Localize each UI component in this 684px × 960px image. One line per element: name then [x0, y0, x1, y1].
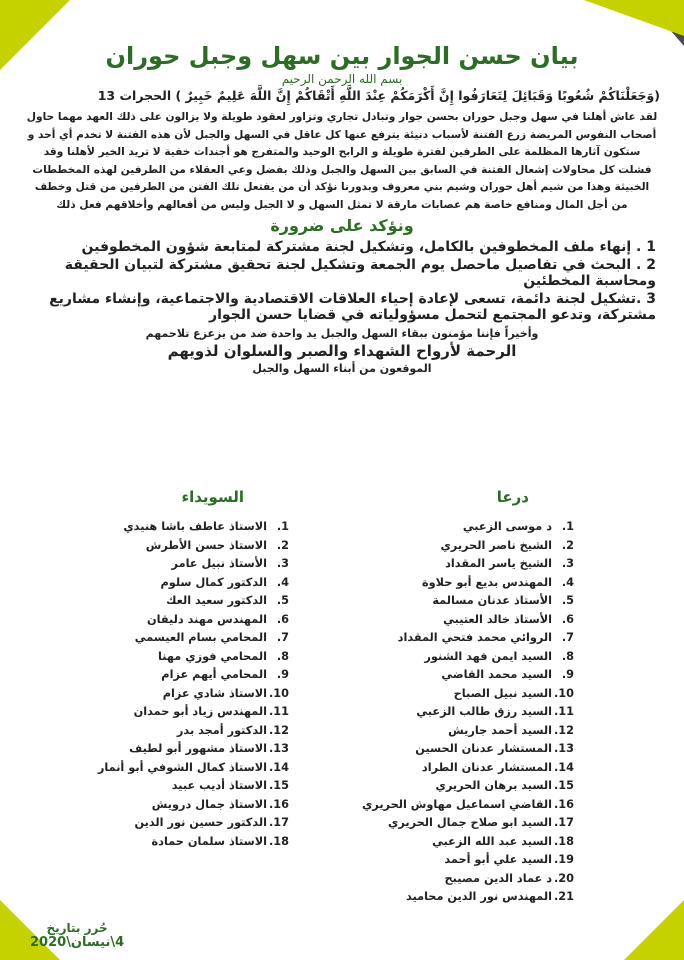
signatory-name: الدكتور كمال سلوم — [160, 575, 267, 589]
signatory-name: السيد علي أبو أحمد — [444, 853, 552, 866]
emphasis-heading: ونؤكد على ضرورة — [270, 216, 414, 235]
signatory-item — [361, 796, 574, 815]
signatory-item — [374, 574, 574, 593]
signatory-number: 6. — [276, 612, 289, 626]
signatory-number: 12. — [268, 723, 289, 737]
signatory-item — [59, 759, 289, 778]
signatory-name: المهندس مهند دليقان — [147, 612, 267, 626]
signatory-item — [374, 888, 574, 907]
demand-item: 2 . البحث في تفاصيل ماحصل يوم الجمعة وتشكيل لجنة تحقيق مشتركة لتبيان الحقيقة ومحاسبة المخطئين — [64, 257, 656, 289]
signatory-name: الأستاذ عدنان مسالمة — [432, 594, 552, 607]
signatory-name: الأستاذ نبيل عامر — [171, 557, 267, 570]
demands-list — [28, 239, 656, 323]
daraa-list — [361, 518, 574, 907]
signatory-item — [59, 703, 289, 722]
signatory-item — [59, 666, 289, 685]
signatory-number: 1. — [276, 520, 289, 533]
page-title: بيان حسن الجوار بين سهل وجبل حوران — [105, 42, 579, 70]
signatory-number: 3. — [276, 557, 289, 570]
signatory-number: 6. — [561, 612, 574, 626]
daraa-heading: درعا — [496, 488, 529, 506]
signatory-number: 16. — [268, 797, 289, 811]
signatory-item — [374, 648, 574, 667]
signatory-name: المحامي أيهم عزام — [161, 668, 267, 681]
signatories-intro: الموقعون من أبناء السهل والجبل — [252, 362, 432, 375]
signatory-number: 18. — [553, 834, 574, 848]
signatory-number: 4. — [276, 575, 289, 589]
signatory-name: السيد ايمن فهد الشنور — [424, 649, 552, 663]
signatory-item — [374, 814, 574, 833]
signatory-number: 20. — [553, 871, 574, 885]
signatory-item — [374, 666, 574, 685]
signatory-number: 7. — [276, 631, 289, 644]
statement-paragraph: لقد عاش أهلنا في سهل وجبل حوران بحسن جوار وتبادل تجاري وتزاور لعقود طويلة ولا يزالون على ذلك العهد مهما حاول أصحاب النفوس المريضة زرع الفتنة لأسباب دنيئة يترفع عنها كل عاقل في السهل والجبل لأن هذه الفتنة لا تخدم أي أحد و ستكون آثارها المظلمة على الطرفين لفترة طويلة و الرابح الوحيد والمتفرج هو أجندات خفية لا تريد الخير لأهلنا وقد فشلت كل محاولات إشعال الفتنة في السابق بين السهل والجبل وذلك بفضل وعي العقلاء من الطرفين لهذه المخططات الخبيثة وهذا من شيم أهل حوران وشيم بني معروف وبدورنا نؤكد أن من يفتعل تلك الفتن من الطرفين من قتل وخطف من أجل المال ومنافع خاصة هم عصابات مارقة لا تمثل السهل و لا الجبل وليس من أفعالهم وأخلاقهم فعل ذلك — [26, 111, 658, 211]
basmala: بسم الله الرحمن الرحيم — [281, 72, 403, 86]
signatory-item — [59, 555, 289, 574]
signatory-name: المحامي بسام العيسمي — [134, 631, 267, 644]
signatory-number: 2. — [276, 538, 289, 552]
signatory-name: د عماد الدين مصيبح — [444, 871, 552, 885]
signatory-item — [59, 685, 289, 704]
signatory-name: الاستاذ أديب عبيد — [171, 779, 267, 792]
statement-content — [22, 36, 662, 375]
signatory-name: السيد ابو صلاح جمال الحريري — [388, 816, 552, 829]
signatory-number: 2. — [561, 538, 574, 552]
signatory-name: المهندس زياد أبو حمدان — [133, 705, 267, 718]
signatory-item — [374, 629, 574, 648]
signatory-name: المهندس نور الدين محاميد — [405, 890, 552, 903]
signatory-number: 1. — [561, 520, 574, 533]
signatory-name: المستشار عدنان الحسين — [415, 742, 552, 755]
signatory-number: 12. — [553, 723, 574, 737]
signatory-number: 9. — [561, 668, 574, 681]
signatory-number: 15. — [268, 779, 289, 792]
signatory-name: القاضي اسماعيل مهاوش الحريري — [361, 797, 552, 811]
signatory-name: السيد نبيل الصباح — [453, 686, 552, 700]
signatory-name: السيد أحمد جاريش — [448, 723, 552, 737]
signatory-name: المحامي فوزي مهنا — [157, 649, 267, 663]
signatory-name: الاستاذ شادي عزام — [162, 686, 267, 700]
signatory-number: 8. — [276, 649, 289, 663]
signatory-item — [59, 648, 289, 667]
signatory-item — [59, 777, 289, 796]
signatory-name: الأستاذ خالد العتيبي — [443, 612, 552, 626]
signatory-item — [59, 592, 289, 611]
signatory-number: 14. — [553, 760, 574, 774]
signatory-item — [59, 518, 289, 537]
decorative-triangle-bottom-right — [624, 900, 684, 960]
sweida-heading: السويداء — [181, 488, 244, 506]
signatory-number: 10. — [553, 686, 574, 700]
signatory-name: الشيخ ناصر الحريري — [440, 538, 552, 552]
signatory-name: السيد عبد الله الزعبي — [432, 834, 552, 848]
signatory-name: الشيخ ياسر المقداد — [445, 557, 552, 570]
signatory-name: الدكتور أمجد بدر — [176, 723, 267, 737]
signatory-item — [374, 722, 574, 741]
signatory-item — [59, 740, 289, 759]
quran-verse: (وَجَعَلْنَاكُمْ شُعُوبًا وَقَبَائِلَ لِتَعَارَفُوا إِنَّ أَكْرَمَكُمْ عِنْدَ اللَّهِ أَتْقَاكُمْ إِنَّ اللَّهَ عَلِيمٌ خَبِيرٌ ) الحجرات 13 — [97, 88, 660, 103]
signatory-number: 14. — [268, 760, 289, 774]
demand-item: 3 .تشكيل لجنة دائمة، تسعى لإعادة إحياء العلاقات الاقتصادية والاجتماعية، وإنشاء مشاريع مشتركة، وتدعو المجتمع لتحمل مسؤولياته في قضايا حسن الجوار — [49, 291, 656, 323]
signatory-name: الاستاذ مشهور أبو لطيف — [129, 742, 267, 755]
signatory-item — [374, 685, 574, 704]
signatory-item — [374, 833, 574, 852]
signatory-number: 5. — [561, 594, 574, 607]
signatory-number: 4. — [561, 575, 574, 589]
signatory-name: المستشار عدنان الطراد — [421, 760, 552, 774]
signatory-name: د موسى الزعبي — [462, 520, 552, 533]
signatory-item — [59, 796, 289, 815]
signatory-item — [374, 537, 574, 556]
signatory-number: 13. — [553, 742, 574, 755]
sweida-list — [59, 518, 289, 851]
date-block — [30, 921, 124, 950]
signatory-item — [374, 777, 574, 796]
decorative-triangle-top-right — [584, 0, 684, 36]
signatory-item — [374, 851, 574, 870]
signatory-name: الدكتور سعيد العك — [166, 594, 267, 607]
signatory-number: 11. — [268, 705, 289, 718]
signatory-number: 8. — [561, 649, 574, 663]
signatory-number: 21. — [553, 890, 574, 903]
signatory-item — [59, 833, 289, 852]
daraa-signatories — [361, 488, 574, 907]
signatory-item — [374, 703, 574, 722]
signatory-number: 3. — [561, 557, 574, 570]
signatory-number: 19. — [553, 853, 574, 866]
signatory-item — [59, 611, 289, 630]
mercy-line: الرحمة لأرواح الشهداء والصبر والسلوان لذويهم — [167, 342, 517, 360]
signatory-item — [59, 814, 289, 833]
signatory-name: السيد رزق طالب الزعبي — [416, 705, 552, 718]
signatory-number: 15. — [553, 779, 574, 792]
signatory-item — [59, 722, 289, 741]
signatory-item — [374, 611, 574, 630]
signatory-name: الروائي محمد فتحي المقداد — [397, 631, 552, 644]
signatory-item — [374, 518, 574, 537]
signatory-item — [374, 592, 574, 611]
signatory-name: الاستاذ جمال درويش — [151, 797, 267, 811]
signatory-number: 10. — [268, 686, 289, 700]
signatory-number: 7. — [561, 631, 574, 644]
signatory-name: الاستاذ حسن الأطرش — [145, 538, 267, 552]
signatory-name: السيد محمد القاضي — [441, 668, 552, 681]
signatory-item — [374, 870, 574, 889]
date-value: 4\نيسان\2020 — [30, 935, 125, 950]
signatory-number: 18. — [268, 834, 289, 848]
date-label: حُرر بتاريخ — [46, 921, 108, 935]
signatory-name: الدكتور حسين نور الدين — [134, 816, 267, 829]
sweida-signatories — [59, 488, 289, 851]
signatory-number: 9. — [276, 668, 289, 681]
signatory-name: المهندس بديع أبو حلاوة — [421, 575, 552, 589]
signatory-item — [374, 759, 574, 778]
demand-item: 1 . إنهاء ملف المخطوفين بالكامل، وتشكيل لجنة مشتركة لمتابعة شؤون المخطوفين — [81, 239, 656, 255]
signatory-number: 5. — [276, 594, 289, 607]
signatory-number: 13. — [268, 742, 289, 755]
signatory-number: 17. — [553, 816, 574, 829]
signatory-number: 11. — [553, 705, 574, 718]
signatory-item — [374, 740, 574, 759]
signatory-item — [374, 555, 574, 574]
closing-statement: وأخيراً فإننا مؤمنون ببقاء السهل والجبل يد واحدة ضد من يزعزع تلاحمهم — [145, 327, 539, 340]
signatory-number: 17. — [268, 816, 289, 829]
signatory-number: 16. — [553, 797, 574, 811]
signatory-name: السيد برهان الحريري — [435, 779, 552, 792]
signatory-item — [59, 574, 289, 593]
signatory-item — [59, 629, 289, 648]
signatory-item — [59, 537, 289, 556]
signatory-name: الاستاذ سلمان حمادة — [151, 834, 267, 848]
signatory-name: الاستاذ كمال الشوفي أبو أنمار — [97, 760, 267, 774]
signatory-name: الاستاذ عاطف باشا هنيدي — [123, 520, 267, 533]
